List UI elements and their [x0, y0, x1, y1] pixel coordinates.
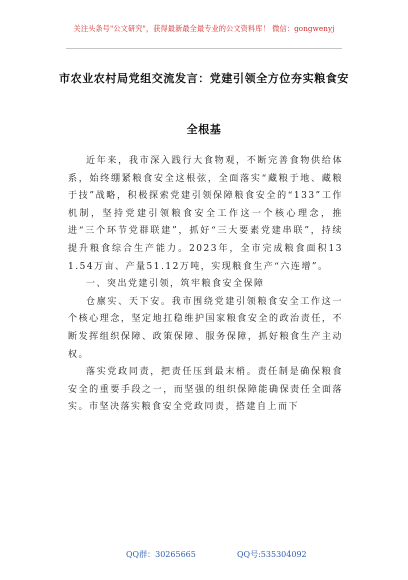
paragraph-responsibility: 落实党政同责，把责任压到最末梢。责任制是确保粮食安全的重要手段之一，而坚强的组织保障能确保责任全面落实。市坚决落实粮食安全党政同责，搭建自上而下 — [68, 367, 343, 413]
document-title-line-1: 市农业农村局党组交流发言：党建引领全方位夯实粮食安 — [59, 72, 349, 85]
document-title-line-2: 全根基 — [186, 123, 222, 136]
footer-qq-number: QQ号:535304092 — [237, 550, 307, 559]
header-banner: 关注头条号"公文研究"，获得最新最全最专业的公文资料库！ 微信：gongwenyj — [73, 24, 335, 33]
section-heading-1: 一、突出党建引领，筑牢粮食安全保障 — [86, 279, 265, 290]
paragraph-intro: 近年来，我市深入践行大食物观，不断完善食物供给体系，始终绷紧粮食安全这根弦，全面落实“藏粮于地、藏粮于技”战略，积极探索党建引领保障粮食安全的“133”工作机制，坚持党建引领粮食安全工作这一个核心理念，推进“三个环节党群联建”，抓好“三大要素党建串联”，持续提升粮食综合生产能力。2023年，全市完成粮食面积131.54万亩、产量51.12万吨，实现粮食生产“六连增”。 — [68, 156, 343, 272]
header-divider — [66, 48, 342, 49]
footer-contact — [0, 549, 408, 561]
document-body — [68, 153, 343, 417]
paragraph-section-1: 仓廪实、天下安。我市围绕党建引领粮食安全工作这一个核心理念，坚定地扛稳维护国家粮食安全的政治责任，不断发挥组织保障、政策保障、服务保障，抓好粮食生产主动权。 — [68, 296, 343, 360]
footer-qq-group: QQ群：30265665 — [126, 550, 196, 559]
